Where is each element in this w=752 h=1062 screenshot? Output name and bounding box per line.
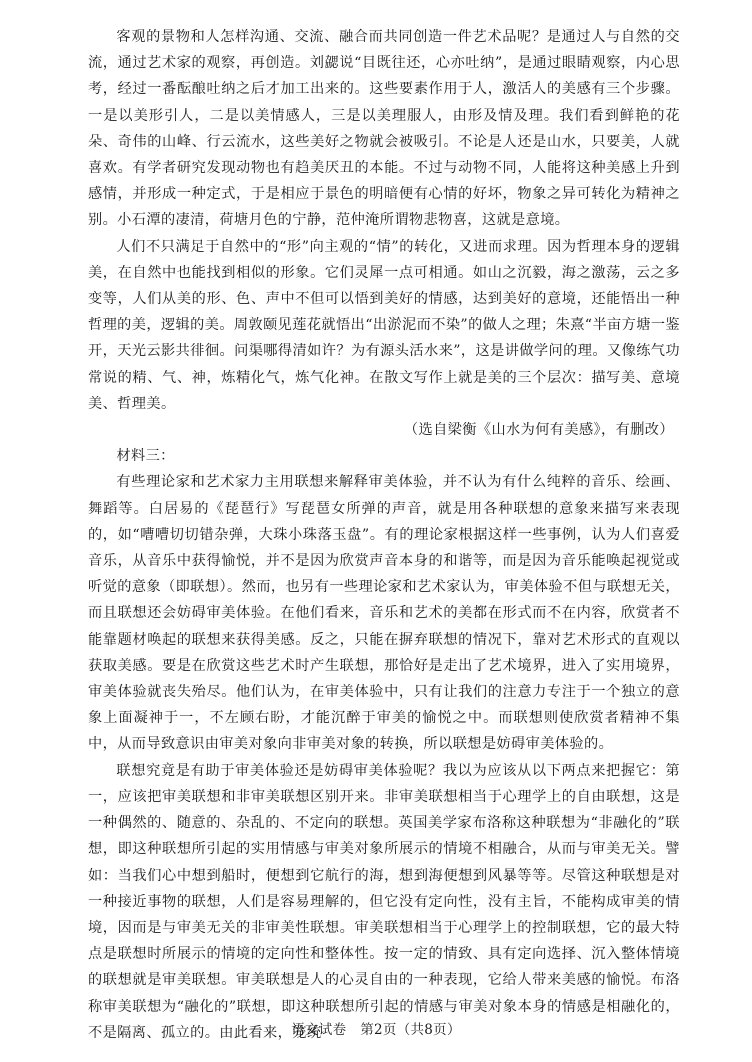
page-footer: 语文试卷 第2页（共8页） [291, 1022, 461, 1038]
paragraph-association-theories: 有些理论家和艺术家力主用联想来解释审美体验，并不认为有什么纯粹的音乐、绘画、舞蹈等。白居易的《琵琶行》写琵琶女所弹的声音，就是用各种联想的意象来描写来表现的，如“嘈嘈切切错杂弹，大珠小珠落玉盘”。有的理论家根据这样一些事例，认为人们喜爱音乐，从音乐中获得愉悦，并不是因为欣赏声音本身的和谐等，而是因为音乐能唤起视觉或听觉的意象（即联想）。然而，也另有一些理论家和艺术家认为，审美体验不但与联想无关，而且联想还会妨碍审美体验。在他们看来，音乐和艺术的美都在形式而不在内容，欣赏者不能靠题材唤起的联想来获得美感。反之，只能在摒弃联想的情况下，靠对艺术形式的直观以获取美感。要是在欣赏这些艺术时产生联想，那恰好是走出了艺术境界，进入了实用境界，审美体验就丧失殆尽。他们认为，在审美体验中，只有让我们的注意力专注于一个独立的意象上面凝神于一，不左顾右盼，才能沉醉于审美的愉悦之中。而联想则使欣赏者精神不集中，从而导致意识由审美对象向非审美对象的转换，所以联想是妨碍审美体验的。 [88, 474, 680, 753]
material-three-label: 材料三： [116, 448, 175, 465]
paragraph-philosophy-beauty: 人们不只满足于自然中的“形”向主观的“情”的转化，又进而求理。因为哲理本身的逻辑美，在自然中也能找到相似的形象。它们灵犀一点可相通。如山之沉毅，海之激荡，云之多变等，人们从美的形、色、声中不但可以悟到美好的情感，达到美好的意境，还能悟出一种哲理的美，逻辑的美。周敦颐见莲花就悟出“出淤泥而不染”的做人之理；朱熹“半亩方塘一鉴开，天光云影共徘徊。问渠哪得清如许？为有源头活水来”，这是讲做学问的理。又像练气功常说的精、气、神，炼精化气，炼气化神。在散文写作上就是美的三个层次：描写美、意境美、哲理美。 [88, 238, 680, 412]
document-page [88, 24, 680, 1046]
paragraph-aesthetic-association: 联想究竟是有助于审美体验还是妨碍审美体验呢？我以为应该从以下两点来把握它：第一，应该把审美联想和非审美联想区别开来。非审美联想相当于心理学上的自由联想，这是一种偶然的、随意的、杂乱的、不定向的联想。英国美学家布洛称这种联想为“非融化的”联想，即这种联想所引起的实用情感与审美对象所展示的情境不相融合，从而与审美无关。譬如：当我们心中想到船时，便想到它航行的海，想到海便想到风暴等等。尽管这种联想是对一种接近事物的联想，人们是容易理解的，但它没有定向性，没有主旨，不能构成审美的情境，因而是与审美无关的非审美性联想。审美联想相当于心理学上的控制联想，它的最大特点是联想时所展示的情境的定向性和整体性。按一定的情致、具有定向选择、沉入整体情境的联想就是审美联想。审美联想是人的心灵自由的一种表现，它给人带来美感的愉悦。布洛称审美联想为“融化的”联想，即这种联想所引起的情感与审美对象本身的情感是相融化的，不是隔离、孤立的。由此看来，笼统 [88, 762, 680, 1041]
paragraph-landscape-communication: 客观的景物和人怎样沟通、交流、融合而共同创造一件艺术品呢？是通过人与自然的交流，通过艺术家的观察，再创造。刘勰说“目既往还，心亦吐纳”，是通过眼睛观察，内心思考，经过一番酝酿吐纳之后才加工出来的。这些要素作用于人，激活人的美感有三个步骤。一是以美形引人，二是以美情感人，三是以美理服人，由形及情及理。我们看到鲜艳的花朵、奇伟的山峰、行云流水，这些美好之物就会被吸引。不论是人还是山水，只要美，人就喜欢。有学者研究发现动物也有趋美厌丑的本能。不过与动物不同，人能将这种美感上升到感情，并形成一种定式，于是相应于景色的明暗便有心情的好坏，物象之异可转化为精神之别。小石潭的凄清，荷塘月色的宁静，范仲淹所谓物悲物喜，这就是意境。 [88, 29, 680, 229]
source-citation: （选自梁衡《山水为何有美感》，有删改） [403, 422, 674, 439]
